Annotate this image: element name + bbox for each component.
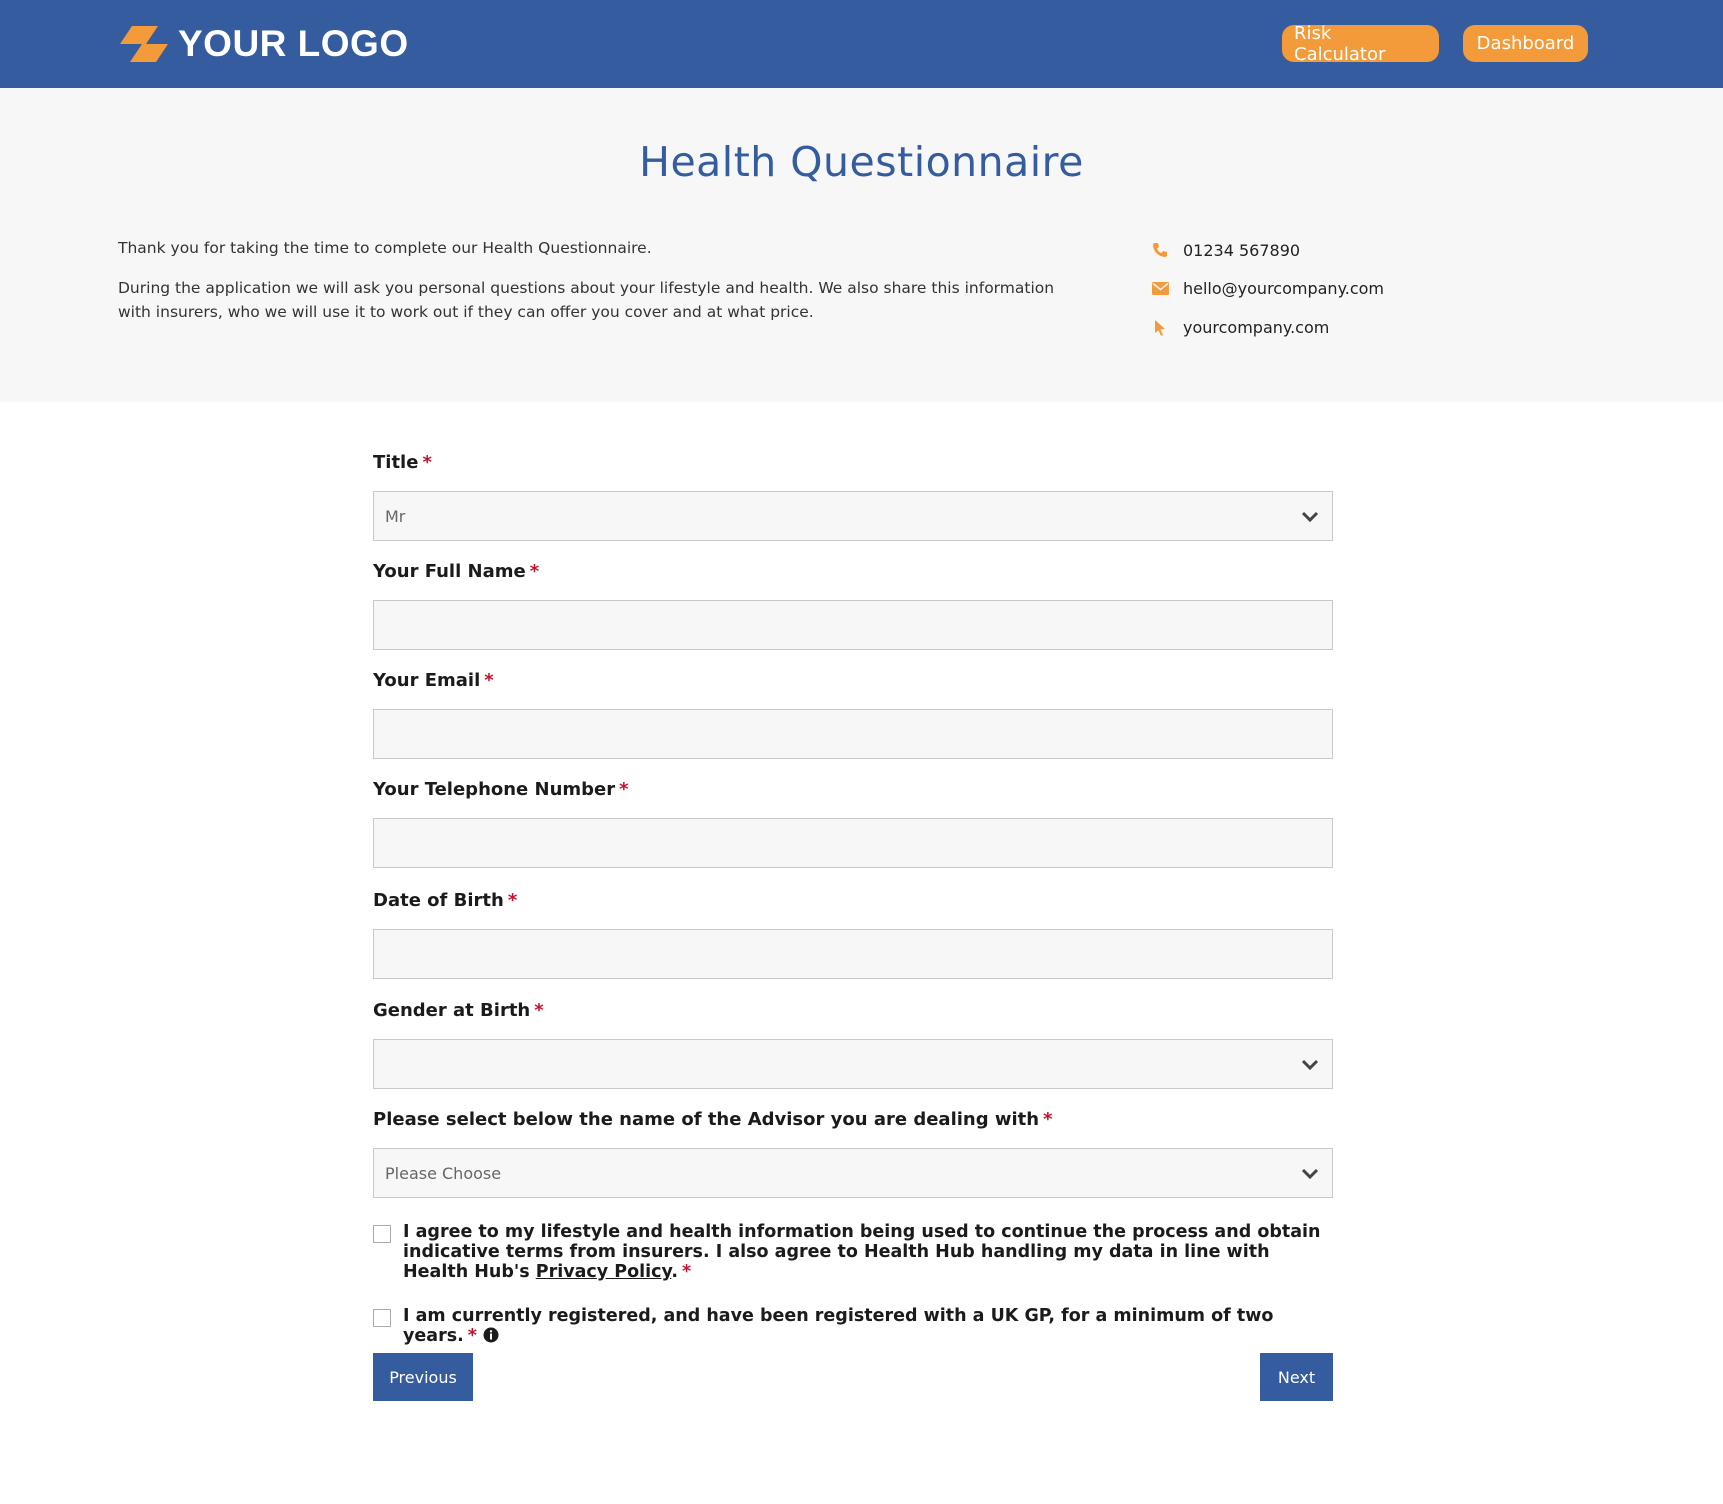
dob-label: Date of Birth <box>373 890 504 911</box>
next-button[interactable]: Next <box>1260 1353 1333 1401</box>
dob-field <box>373 888 1333 914</box>
gp-checkbox[interactable] <box>373 1309 391 1327</box>
contact-info <box>1151 238 1384 354</box>
email-field <box>373 668 1333 694</box>
logo[interactable] <box>118 22 409 66</box>
email-address: hello@yourcompany.com <box>1183 279 1385 298</box>
title-select-value: Mr <box>385 506 406 526</box>
full-name-field <box>373 559 1333 585</box>
telephone-field <box>373 777 1333 803</box>
advisor-field <box>373 1107 1333 1183</box>
full-name-input[interactable] <box>373 600 1333 650</box>
title-field <box>373 450 1333 526</box>
intro-paragraph: During the application we will ask you personal questions about your lifestyle and health. We also share this information with insurers, who we will use it to work out if they can offer you cover and at what price. <box>118 279 1055 321</box>
risk-calculator-button[interactable]: Risk Calculator <box>1282 25 1439 62</box>
gender-field <box>373 998 1333 1024</box>
gp-text <box>403 1306 1333 1348</box>
phone-number: 01234 567890 <box>1183 240 1301 260</box>
info-icon[interactable] <box>483 1327 499 1348</box>
required-marker: * <box>534 1000 544 1021</box>
contact-website[interactable] <box>1151 315 1384 339</box>
intro-text <box>118 236 1078 340</box>
dashboard-button[interactable]: Dashboard <box>1463 25 1588 62</box>
email-input[interactable] <box>373 709 1333 759</box>
gender-label: Gender at Birth <box>373 1000 531 1021</box>
title-label: Title <box>373 452 419 473</box>
required-marker: * <box>529 561 540 582</box>
phone-icon <box>1151 241 1169 259</box>
full-name-label: Your Full Name <box>373 561 526 582</box>
required-marker: * <box>507 890 518 911</box>
required-marker: * <box>619 779 629 800</box>
advisor-label: Please select below the name of the Advisor you are dealing with <box>373 1109 1040 1130</box>
telephone-input[interactable] <box>373 818 1333 868</box>
telephone-label: Your Telephone Number <box>373 779 616 800</box>
chevron-down-icon <box>1300 1164 1320 1184</box>
top-navbar <box>0 0 1723 88</box>
cursor-icon <box>1151 318 1169 336</box>
intro-section <box>0 88 1723 402</box>
advisor-select[interactable] <box>373 1148 1333 1198</box>
gender-select[interactable] <box>373 1039 1333 1089</box>
title-select[interactable] <box>373 491 1333 541</box>
consent-text-end: . <box>671 1262 678 1282</box>
privacy-policy-link[interactable]: Privacy Policy <box>535 1262 672 1282</box>
consent-text-body: I agree to my lifestyle and health information being used to continue the process and obtain indicative terms from insurers. I also agree to Health Hub handling my data in line with Health Hub's <box>403 1222 1321 1282</box>
required-marker: * <box>1043 1109 1053 1130</box>
page-title: Health Questionnaire <box>639 138 1084 186</box>
previous-button[interactable]: Previous <box>373 1353 473 1401</box>
contact-phone[interactable] <box>1151 238 1384 262</box>
intro-paragraph: Thank you for taking the time to complete our Health Questionnaire. <box>118 239 652 257</box>
dob-input[interactable] <box>373 929 1333 979</box>
gp-checkbox-row <box>373 1306 1333 1348</box>
gp-text-body: I am currently registered, and have been registered with a UK GP, for a minimum of two years. <box>403 1306 1274 1346</box>
required-marker: * <box>484 670 494 691</box>
logo-text: YOUR LOGO <box>178 23 409 64</box>
email-label: Your Email <box>373 670 481 691</box>
consent-checkbox-row <box>373 1222 1333 1282</box>
consent-checkbox[interactable] <box>373 1225 391 1243</box>
chevron-down-icon <box>1300 507 1320 527</box>
contact-email[interactable] <box>1151 277 1384 301</box>
envelope-icon <box>1151 280 1169 298</box>
required-marker: * <box>467 1326 477 1346</box>
required-marker: * <box>681 1262 692 1282</box>
logo-icon <box>118 24 170 64</box>
advisor-select-value: Please Choose <box>385 1163 502 1183</box>
required-marker: * <box>422 452 432 473</box>
consent-text <box>403 1222 1333 1282</box>
website-url: yourcompany.com <box>1183 317 1330 337</box>
chevron-down-icon <box>1300 1055 1320 1075</box>
